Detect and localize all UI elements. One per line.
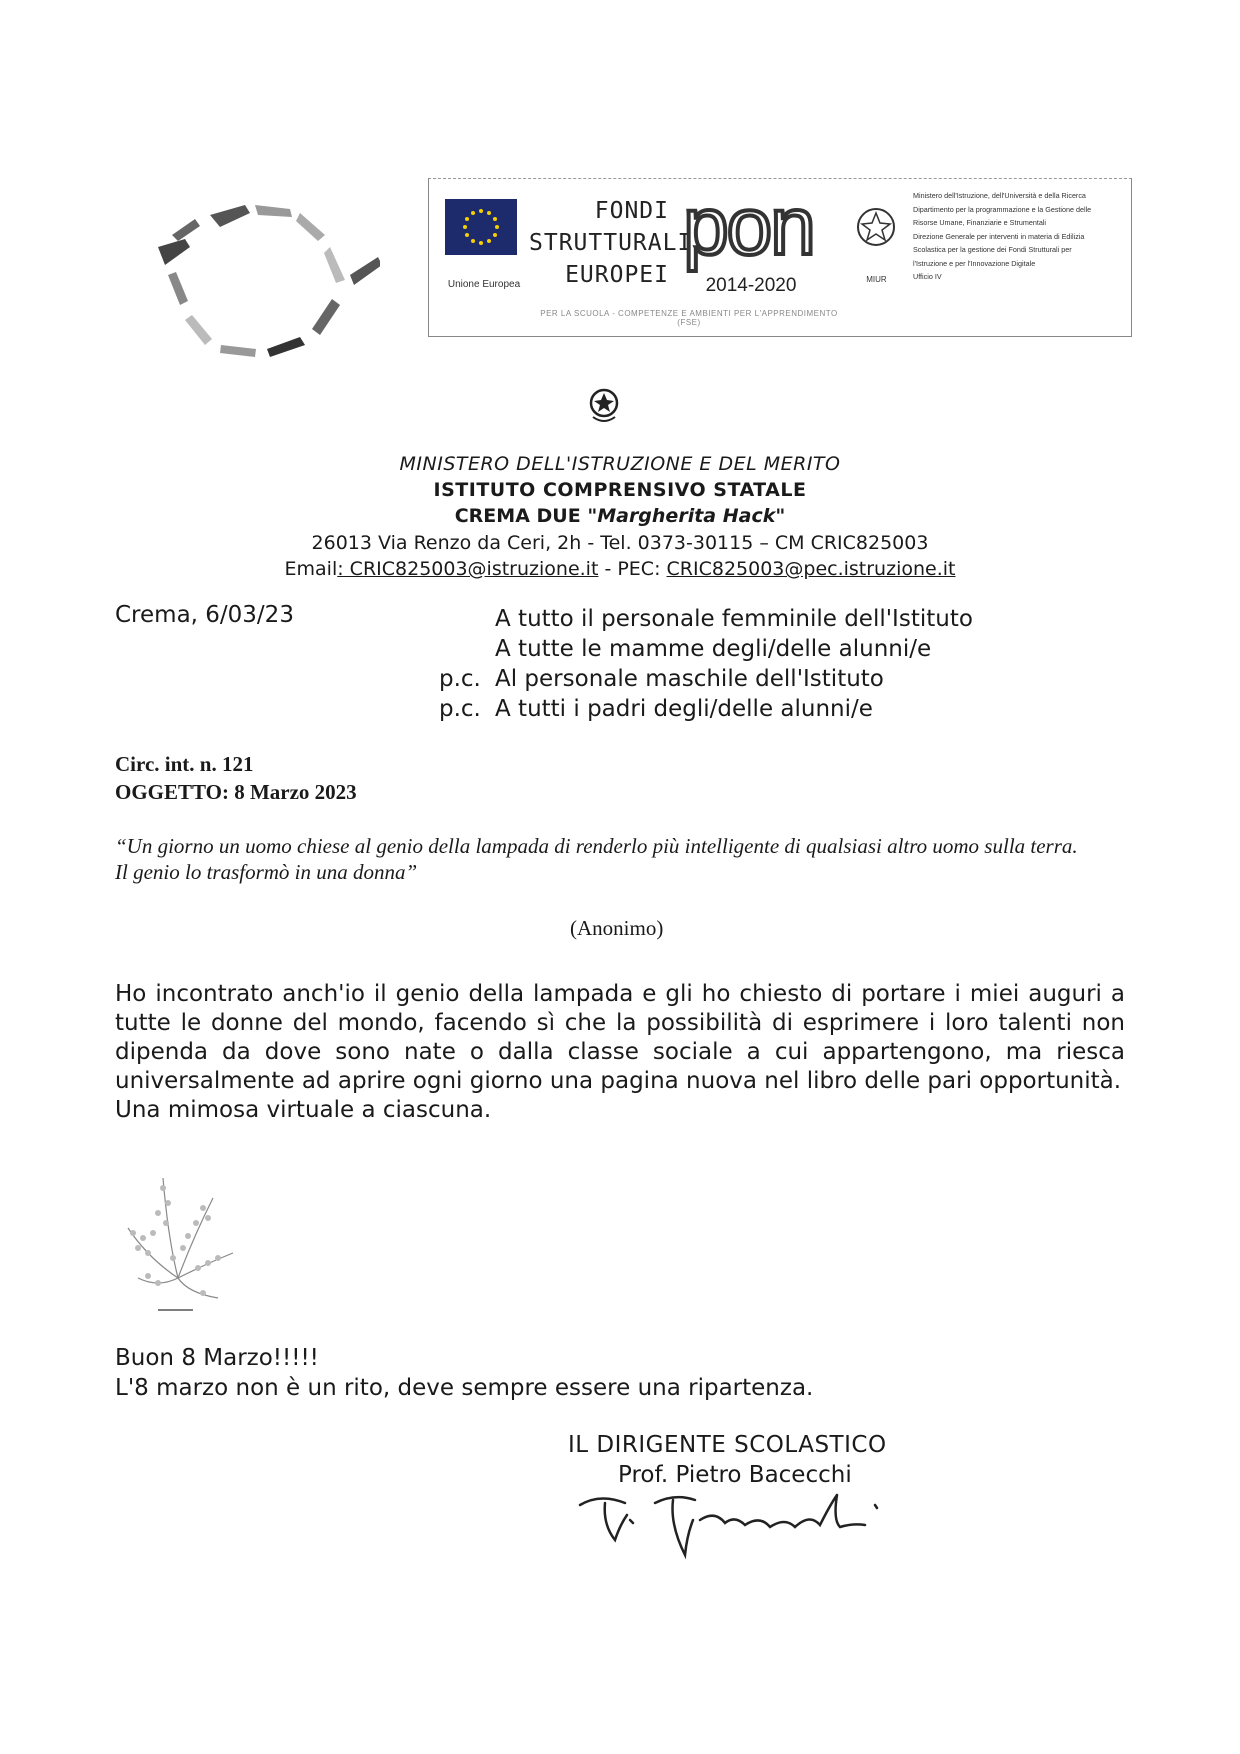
date-place: Crema, 6/03/23 (115, 602, 294, 628)
quote: “Un giorno un uomo chiese al genio della lampada di renderlo più intelligente di qualsiasi altro uomo sulla terra. Il genio lo trasformò in una donna” (115, 834, 1078, 884)
pec-link[interactable]: CRIC825003@pec.istruzione.it (666, 558, 956, 580)
school-name: CREMA DUE "Margherita Hack" (454, 505, 786, 527)
signatory-name: Prof. Pietro Bacecchi (618, 1462, 852, 1488)
recipients-list (439, 604, 973, 724)
body-paragraph: Una mimosa virtuale a ciascuna. (115, 1097, 492, 1123)
recipient-row: p.c. Al personale maschile dell'Istituto (439, 666, 884, 692)
body-text (115, 980, 1125, 1125)
school-address: 26013 Via Renzo da Ceri, 2h - Tel. 0373-30115 – CM CRIC825003 (311, 532, 929, 554)
miur-label: MIUR (866, 275, 887, 284)
greeting-line: L'8 marzo non è un rito, deve sempre essere una ripartenza. (115, 1375, 814, 1401)
recipient-row: p.c. A tutti i padri degli/delle alunni/e (439, 696, 873, 722)
mimosa-icon (118, 1158, 238, 1318)
recipient-row: A tutto il personale femminile dell'Istituto (495, 606, 973, 632)
fondi-strutturali-text: FONDI STRUTTURALI EUROPEI (529, 198, 693, 288)
hands-circle-logo (150, 195, 380, 375)
greeting-line: Buon 8 Marzo!!!!! (115, 1345, 319, 1371)
italian-emblem-icon (854, 199, 899, 259)
handwritten-signature (575, 1485, 915, 1560)
pon-banner (428, 178, 1132, 337)
eu-flag-icon (445, 199, 517, 255)
republic-emblem-icon (587, 385, 621, 425)
quote-author: (Anonimo) (570, 916, 664, 940)
pon-logo-text: pon (683, 181, 814, 272)
eu-label: Unione Europea (447, 279, 521, 290)
circular-number: Circ. int. n. 121 (115, 752, 254, 776)
email-link[interactable]: : CRIC825003@istruzione.it (337, 558, 599, 580)
miur-description: Ministero dell'Istruzione, dell'Università e della Ricerca Dipartimento per la programmazione e la Gestione delle Risorse Umane, Finanziarie e Strumentali Direzione Generale per interventi in materia di Edilizia Scolastica per la gestione dei Fondi Strutturali per l'Istruzione e per l'Innovazione Digitale Ufficio IV (913, 191, 1092, 281)
recipient-row: A tutte le mamme degli/delle alunni/e (495, 636, 932, 662)
signatory-role: IL DIRIGENTE SCOLASTICO (568, 1432, 887, 1458)
body-paragraph: Ho incontrato anch'io il genio della lampada e gli ho chiesto di portare i miei auguri a tutte le donne del mondo, facendo sì che la possibilità di esprimere i loro talenti non dipenda da dove sono nate o dalla classe sociale a cui appartengono, ma riesca universalmente ad aprire ogni giorno una pagina nuova nel libro delle pari opportunità. (115, 981, 1125, 1094)
ministry-name: MINISTERO DELL'ISTRUZIONE E DEL MERITO (399, 453, 841, 475)
subject-line: OGGETTO: 8 Marzo 2023 (115, 780, 357, 804)
institute-type: ISTITUTO COMPRENSIVO STATALE (433, 479, 807, 501)
email-line: Email: CRIC825003@istruzione.it - PEC: CRIC825003@pec.istruzione.it (284, 558, 956, 580)
pon-tagline: PER LA SCUOLA - COMPETENZE E AMBIENTI PER L'APPRENDIMENTO (FSE) (540, 309, 838, 327)
pon-years: 2014-2020 (705, 275, 797, 296)
